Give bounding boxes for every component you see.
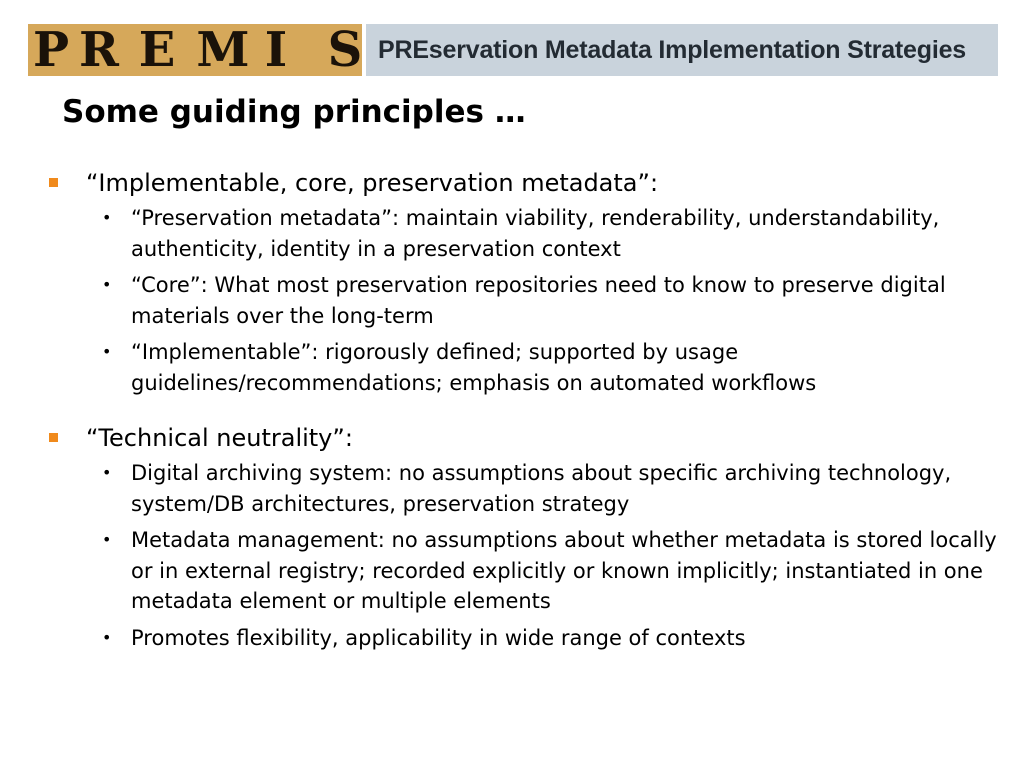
sub-bullet-text: Metadata management: no assumptions about whether metadata is stored locally or in external registry; recorded explicitly or known implicitly; instantiated in one metadata element or multiple elements <box>131 528 997 613</box>
bullet-level1-text: “Implementable, core, preservation metadata”: <box>86 169 659 197</box>
sub-bullet <box>40 458 1000 519</box>
dot-bullet-icon: • <box>102 530 112 549</box>
logo-letter-s: S <box>327 22 363 78</box>
dot-bullet-icon: • <box>102 627 112 647</box>
sub-bullet <box>40 623 1000 654</box>
square-bullet-icon <box>49 433 58 442</box>
logo-tail <box>328 24 362 76</box>
bullet-section-2 <box>40 420 1000 653</box>
banner-title-box <box>366 24 998 76</box>
sub-bullet-list <box>40 203 1000 398</box>
sub-bullet-text: “Core”: What most preservation repositories need to know to preserve digital materials over the long-term <box>131 273 946 328</box>
dot-bullet-icon: • <box>102 208 112 227</box>
banner-title: PREservation Metadata Implementation Strategies <box>378 35 966 64</box>
premis-logo <box>28 24 328 76</box>
sub-bullet-text: “Preservation metadata”: maintain viability, renderability, understandability, authenticity, identity in a preservation context <box>131 206 940 261</box>
logo-letter-e: E <box>138 22 176 78</box>
sub-bullet <box>40 203 1000 264</box>
bullet-level1-text: “Technical neutrality”: <box>86 424 353 452</box>
slide-title: Some guiding principles … <box>62 94 526 130</box>
sub-bullet-list <box>40 458 1000 653</box>
dot-bullet-icon: • <box>102 463 112 482</box>
square-bullet-icon <box>49 178 58 187</box>
dot-bullet-icon: • <box>102 342 112 361</box>
sub-bullet-text: “Implementable”: rigorously defined; supported by usage guidelines/recommendations; emphasis on automated workflows <box>131 340 817 395</box>
sub-bullet <box>40 337 1000 398</box>
dot-bullet-icon: • <box>102 275 112 294</box>
logo-letter-i: I <box>264 22 288 78</box>
bullet-level1 <box>40 165 1000 201</box>
bullet-section-1 <box>40 165 1000 398</box>
bullet-level1 <box>40 420 1000 456</box>
sub-bullet <box>40 525 1000 617</box>
sub-bullet-text: Digital archiving system: no assumptions about specific archiving technology, system/DB architectures, preservation strategy <box>131 461 952 516</box>
slide-body <box>40 165 1000 675</box>
sub-bullet <box>40 270 1000 331</box>
header-banner <box>28 24 998 76</box>
logo-letter-m: M <box>196 22 250 78</box>
logo-letter-p: P <box>32 22 70 78</box>
sub-bullet-text: Promotes flexibility, applicability in wide range of contexts <box>131 625 746 650</box>
logo-letter-r: R <box>79 22 119 78</box>
